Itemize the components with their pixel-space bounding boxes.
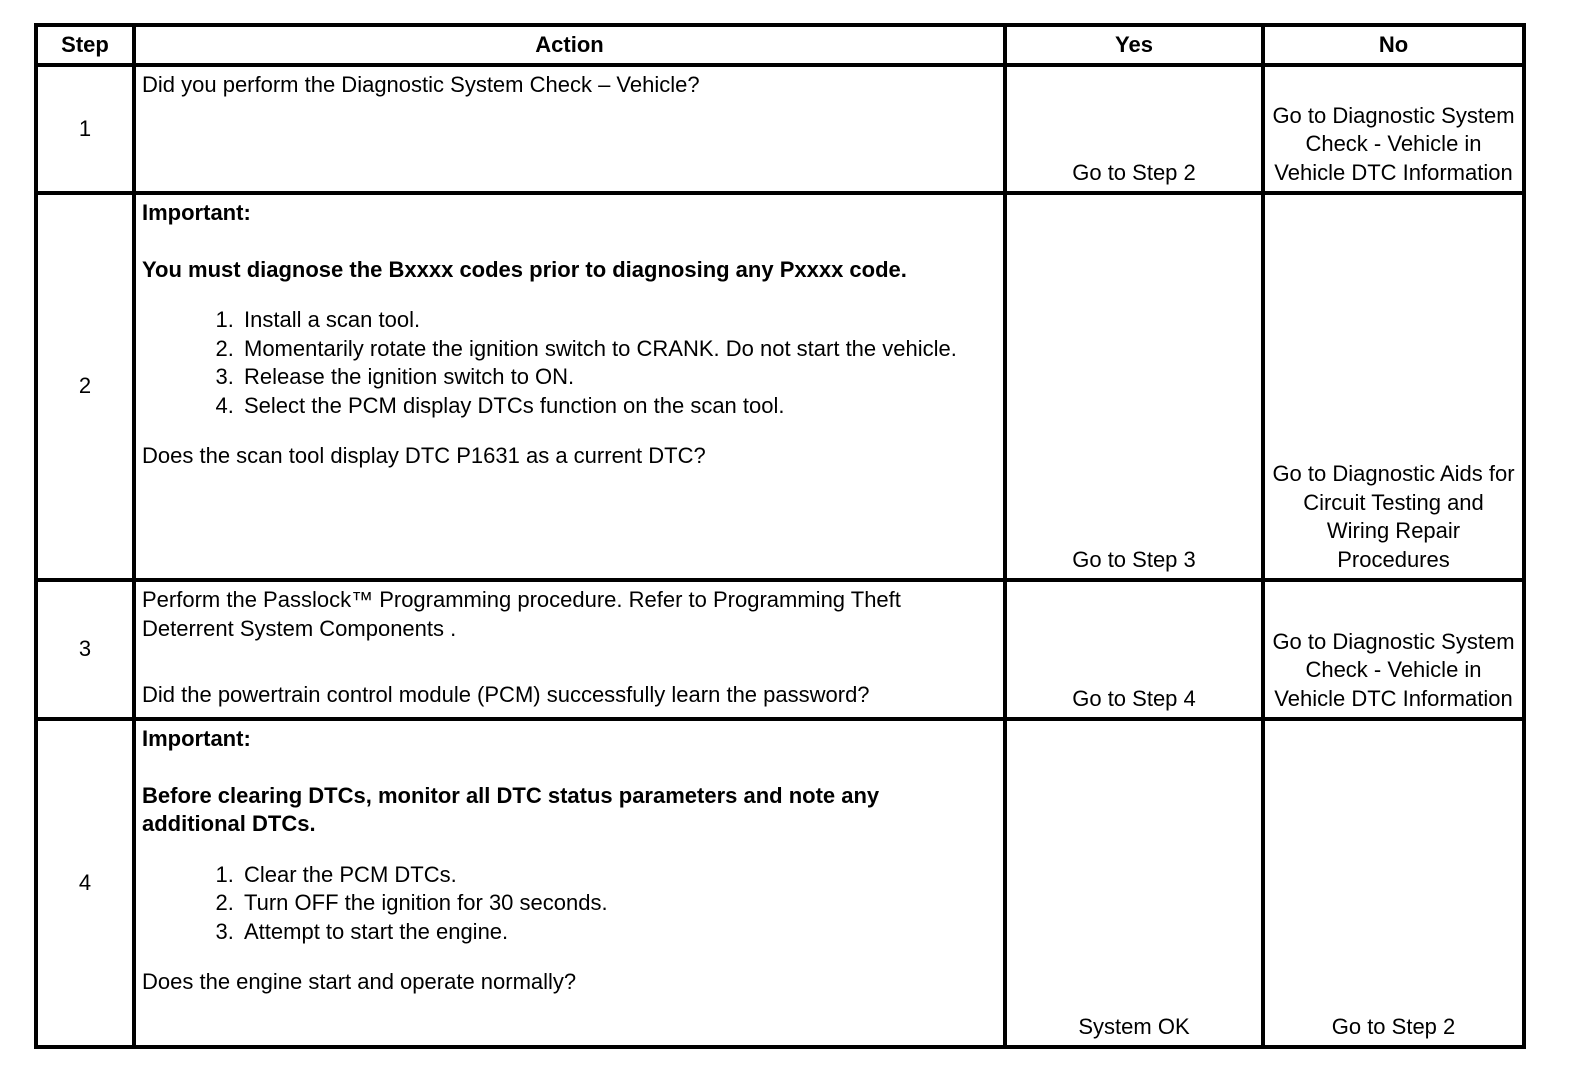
no-cell: Go to Diagnostic System Check - Vehicle in Vehicle DTC Information xyxy=(1263,65,1524,193)
action-question: Does the engine start and operate normally? xyxy=(142,969,577,994)
table-row xyxy=(36,65,1524,193)
important-text: You must diagnose the Bxxxx codes prior to diagnosing any Pxxxx code. xyxy=(142,256,907,282)
diagnostic-table xyxy=(34,23,1526,1049)
table-row xyxy=(36,580,1524,719)
header-yes: Yes xyxy=(1005,25,1263,65)
list-item: 1. Clear the PCM DTCs. xyxy=(240,861,997,890)
action-question: Does the scan tool display DTC P1631 as a current DTC? xyxy=(142,443,706,468)
yes-cell: Go to Step 3 xyxy=(1005,193,1263,580)
important-label: Important: xyxy=(142,200,251,225)
action-question: Did the powertrain control module (PCM) successfully learn the password? xyxy=(142,682,870,707)
list-item: 2. Turn OFF the ignition for 30 seconds. xyxy=(240,889,997,918)
step-number: 2 xyxy=(36,193,134,580)
table-row xyxy=(36,719,1524,1047)
header-step: Step xyxy=(36,25,134,65)
yes-cell: System OK xyxy=(1005,719,1263,1047)
header-row xyxy=(36,25,1524,65)
step-number: 1 xyxy=(36,65,134,193)
list-item: 1. Install a scan tool. xyxy=(240,306,997,335)
header-no: No xyxy=(1263,25,1524,65)
step-number: 3 xyxy=(36,580,134,719)
procedure-list xyxy=(142,861,997,947)
list-item: 4. Select the PCM display DTCs function on the scan tool. xyxy=(240,392,997,421)
table-row xyxy=(36,193,1524,580)
important-label: Important: xyxy=(142,726,251,751)
yes-cell: Go to Step 2 xyxy=(1005,65,1263,193)
action-cell xyxy=(134,580,1005,719)
action-cell xyxy=(134,719,1005,1047)
list-item: 3. Attempt to start the engine. xyxy=(240,918,997,947)
action-question: Did you perform the Diagnostic System Check – Vehicle? xyxy=(142,72,700,97)
list-item: 2. Momentarily rotate the ignition switch to CRANK. Do not start the vehicle. xyxy=(240,335,997,364)
action-instruction: Perform the Passlock™ Programming procedure. Refer to Programming Theft Deterrent System Components . xyxy=(142,587,901,641)
yes-cell: Go to Step 4 xyxy=(1005,580,1263,719)
action-cell xyxy=(134,193,1005,580)
list-item: 3. Release the ignition switch to ON. xyxy=(240,363,997,392)
no-cell: Go to Diagnostic System Check - Vehicle in Vehicle DTC Information xyxy=(1263,580,1524,719)
no-cell: Go to Diagnostic Aids for Circuit Testing and Wiring Repair Procedures xyxy=(1263,193,1524,580)
procedure-list xyxy=(142,306,997,420)
no-cell: Go to Step 2 xyxy=(1263,719,1524,1047)
header-action: Action xyxy=(134,25,1005,65)
step-number: 4 xyxy=(36,719,134,1047)
action-cell xyxy=(134,65,1005,193)
important-text: Before clearing DTCs, monitor all DTC status parameters and note any additional DTCs. xyxy=(142,782,880,836)
